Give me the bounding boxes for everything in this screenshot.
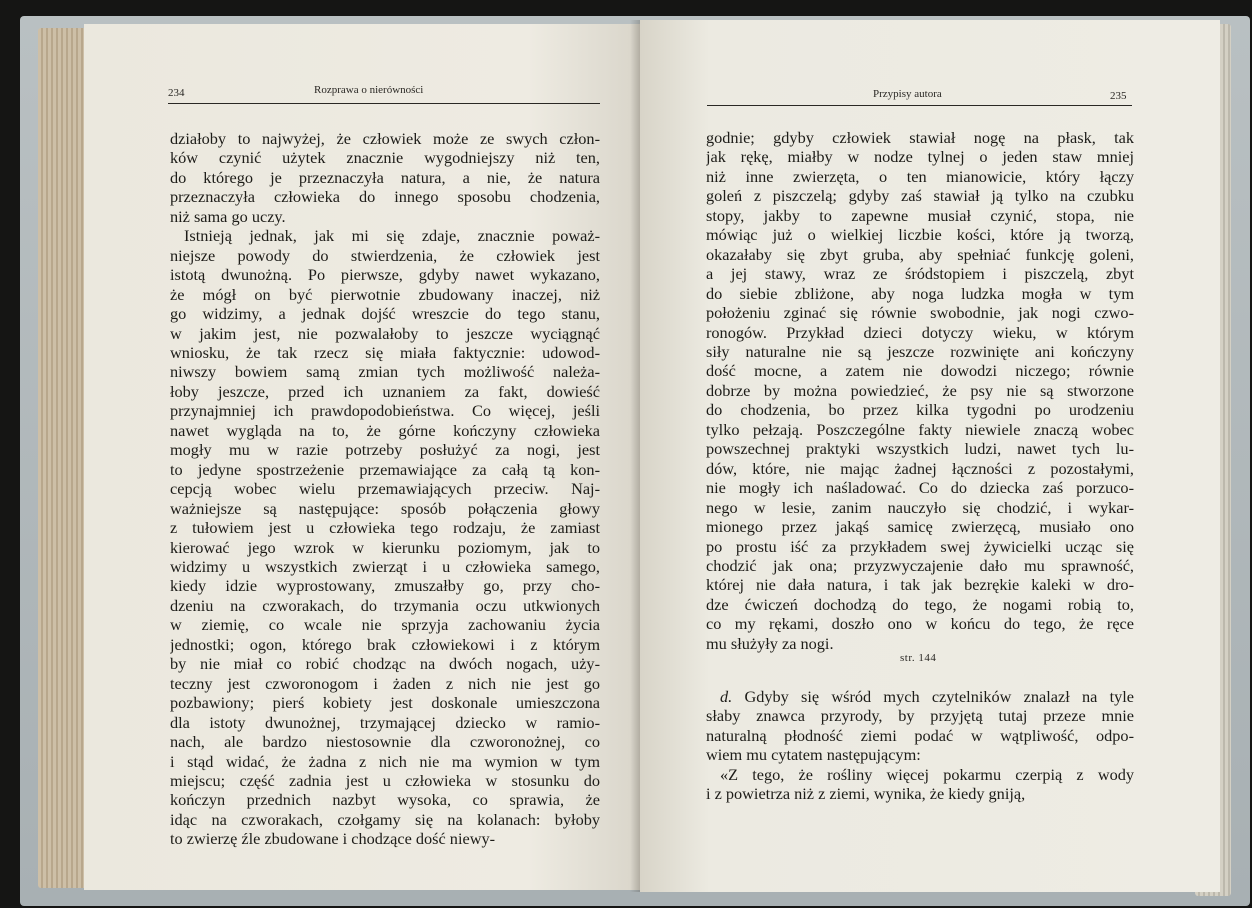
text-line: idąc na czworakach, czołgamy się na kolanach: byłoby [170, 809, 600, 829]
text-line: istotą dwunożną. Po pierwsze, gdyby nawet wykazano, [170, 265, 600, 285]
text-line: nawet wygląda na to, że górne kończyny człowieka [170, 420, 600, 440]
text-line: ważniejsze są następujące: sposób połączenia głowy [170, 498, 600, 518]
left-header-rule [168, 103, 600, 104]
right-body-text [706, 128, 1134, 653]
footnote-text [706, 687, 1134, 804]
text-line: dla istoty dwunożnej, trzymającej dziecko w ramio- [170, 712, 600, 732]
text-line: której nie dała natura, i tak jak bezrękie kaleki w dro- [706, 575, 1134, 595]
text-line: dzeniu na czworakach, do trzymania oczu utkwionych [170, 595, 600, 615]
text-line: ronogów. Przykład dzieci dotyczy wieku, w którym [706, 322, 1134, 342]
text-line: działoby to najwyżej, że człowiek może ze swych człon- [170, 129, 600, 148]
text-line: i z powietrza niż z ziemi, wynika, że kiedy gniją, [706, 784, 1026, 804]
text-line: kończyn przednich nazbyt wysoka, co sprawia, że [170, 790, 600, 810]
text-line: stopy, jakby to zapewne musiał czynić, stopa, nie [706, 205, 1134, 225]
text-line: chodzić jak ona; przyzwyczajenie dało mu sprawność, [706, 555, 1134, 575]
text-line: nego w lesie, zanim nauczyło się chodzić, i wykar- [706, 497, 1134, 517]
text-line: niż inne zwierzęta, o ten mianowicie, który łączy [706, 166, 1134, 186]
text-line: w jakim jest, nie pozwalałoby to jeszcze wyciągnąć [170, 323, 600, 343]
text-line: mówiąc już o wielkiej liczbie kości, które ją tworzą, [706, 225, 1134, 245]
text-line: jednostki; ogon, którego brak człowiekowi i z którym [170, 634, 600, 654]
right-running-title: Przypisy autora [873, 88, 942, 100]
text-line: godnie; gdyby człowiek stawiał nogę na płask, tak [706, 128, 1134, 147]
text-line: słaby znawca przyrody, by przyjętą tutaj przeze mnie [706, 706, 1134, 726]
text-line: dobrze by można powiedzieć, że psy nie są stworzone [706, 380, 1134, 400]
text-line: teczny jest czworonogom i żaden z nich nie jest go [170, 673, 600, 693]
text-line: d. Gdyby się wśród mych czytelników znalazł na tyle [720, 687, 1134, 706]
text-line: «Z tego, że rośliny więcej pokarmu czerpią z wody [720, 764, 1134, 784]
text-line: wniosku, że tak rzecz się miała faktycznie: udowod- [170, 342, 600, 362]
right-header-rule [707, 105, 1132, 106]
text-line: siły naturalne nie są jeszcze rozwinięte ani kończyny [706, 341, 1134, 361]
text-line: co my rękami, doszło ono w końcu do tego, że ręce [706, 614, 1134, 634]
text-line: przynajmniej ich prawdopodobieństwa. Co więcej, jeśli [170, 401, 600, 421]
text-line: a jej stawy, wraz ze śródstopiem i piszczelą, zbyt [706, 264, 1134, 284]
text-line: dość mocne, a zatem nie dowodzi niczego; równie [706, 361, 1134, 381]
text-line: by nie miał co robić chodząc na dwóch nogach, uży- [170, 654, 600, 674]
text-line: niż sama go uczy. [170, 206, 286, 226]
text-line: wiem mu cytatem następującym: [706, 745, 921, 765]
text-line: go widzimy, a jednak dojść wreszcie do tego stanu, [170, 304, 600, 324]
text-line: położeniu zginać się równie swobodnie, jak nogi czwo- [706, 303, 1134, 323]
text-line: po prostu iść za przykładem swej żywicielki ucząc się [706, 536, 1134, 556]
text-line: dów, które, nie mając żadnej łączności z pozostałymi, [706, 458, 1134, 478]
text-line: w ziemię, co wcale nie sprzyja zachowaniu życia [170, 615, 600, 635]
right-page [640, 20, 1220, 892]
text-line: że mógł on być pierwotnie zbudowany inaczej, niż [170, 284, 600, 304]
right-page-number: 235 [1110, 90, 1127, 102]
section-marker: str. 144 [900, 652, 937, 664]
note-letter: d. [720, 687, 745, 706]
text-line: mogły mu w razie potrzeby posłużyć za nogi, jest [170, 440, 600, 460]
text-line: tylko pełzają. Poszczególne fakty niewiele znaczą wobec [706, 419, 1134, 439]
text-line: do którego je przeznaczyła natura, a nie, że natura [170, 167, 600, 187]
text-line: goleń z piszczelą; gdyby zaś stawiał ją tylko na czubku [706, 186, 1134, 206]
text-line: widzimy u wszystkich zwierząt i u człowieka samego, [170, 556, 600, 576]
left-body-text [170, 129, 600, 849]
text-line: to zwierzę źle zbudowane i chodzące dość niewy- [170, 829, 496, 849]
text-line: z tułowiem jest u człowieka tego rodzaju, że zamiast [170, 518, 600, 538]
text-line: powszechnej praktyki wszystkich ludzi, nawet tych lu- [706, 439, 1134, 459]
text-line: mionego przez jakąś samicę zwierzęcą, musiało ono [706, 517, 1134, 537]
text-line: ków czynić użytek znacznie wygodniejszy niż ten, [170, 148, 600, 168]
text-line: naturalną płodność ziemi podać w wątpliwość, odpo- [706, 725, 1134, 745]
text-line: kiedy idzie wyprostowany, zmuszałby go, przy cho- [170, 576, 600, 596]
text-line: Istnieją jednak, jak mi się zdaje, znacznie poważ- [184, 226, 600, 246]
text-line: kierować jego wzrok w kierunku poziomym, jak to [170, 537, 600, 557]
text-line: niwszy bowiem samą zmian tych możliwość należa- [170, 362, 600, 382]
text-line: to jedyne spostrzeżenie przemawiające za całą tą kon- [170, 459, 600, 479]
text-line: przeznaczyła człowieka do innego sposobu chodzenia, [170, 187, 600, 207]
left-running-title: Rozprawa o nierówności [314, 84, 424, 96]
text-line: cepcją wobec wielu przemawiających przeciw. Naj- [170, 479, 600, 499]
text-line: do siebie zbliżone, aby noga ludzka mogła w tym [706, 283, 1134, 303]
text-line: do chodzenia, bo przez kilka tygodni po urodzeniu [706, 400, 1134, 420]
text-line: mu służyły za nogi. [706, 633, 834, 653]
text-line: okazałaby się zbyt gruba, aby spełniać funkcję goleni, [706, 244, 1134, 264]
text-line: nach, ale bardzo niestosownie dla czworonożnej, co [170, 732, 600, 752]
left-page-number: 234 [168, 87, 185, 99]
text-line: nie mogły ich naśladować. Co do dziecka zaś porzuco- [706, 478, 1134, 498]
text-line: dze ćwiczeń dochodzą do tego, że nogami robią to, [706, 594, 1134, 614]
left-page [84, 24, 640, 890]
text-line: łoby jeszcze, przed ich uznaniem za fakt, dowieść [170, 381, 600, 401]
text-line: niejsze powody do stwierdzenia, że człowiek jest [170, 245, 600, 265]
text-line: i stąd widać, że żadna z nich nie ma wymion w tym [170, 751, 600, 771]
text-line: jak rękę, miałby w nodze tylnej o jeden staw mniej [706, 147, 1134, 167]
text-line: pozbawiony; pierś kobiety jest doskonale umieszczona [170, 693, 600, 713]
text-line: miejscu; część zadnia jest u człowieka w stosunku do [170, 770, 600, 790]
